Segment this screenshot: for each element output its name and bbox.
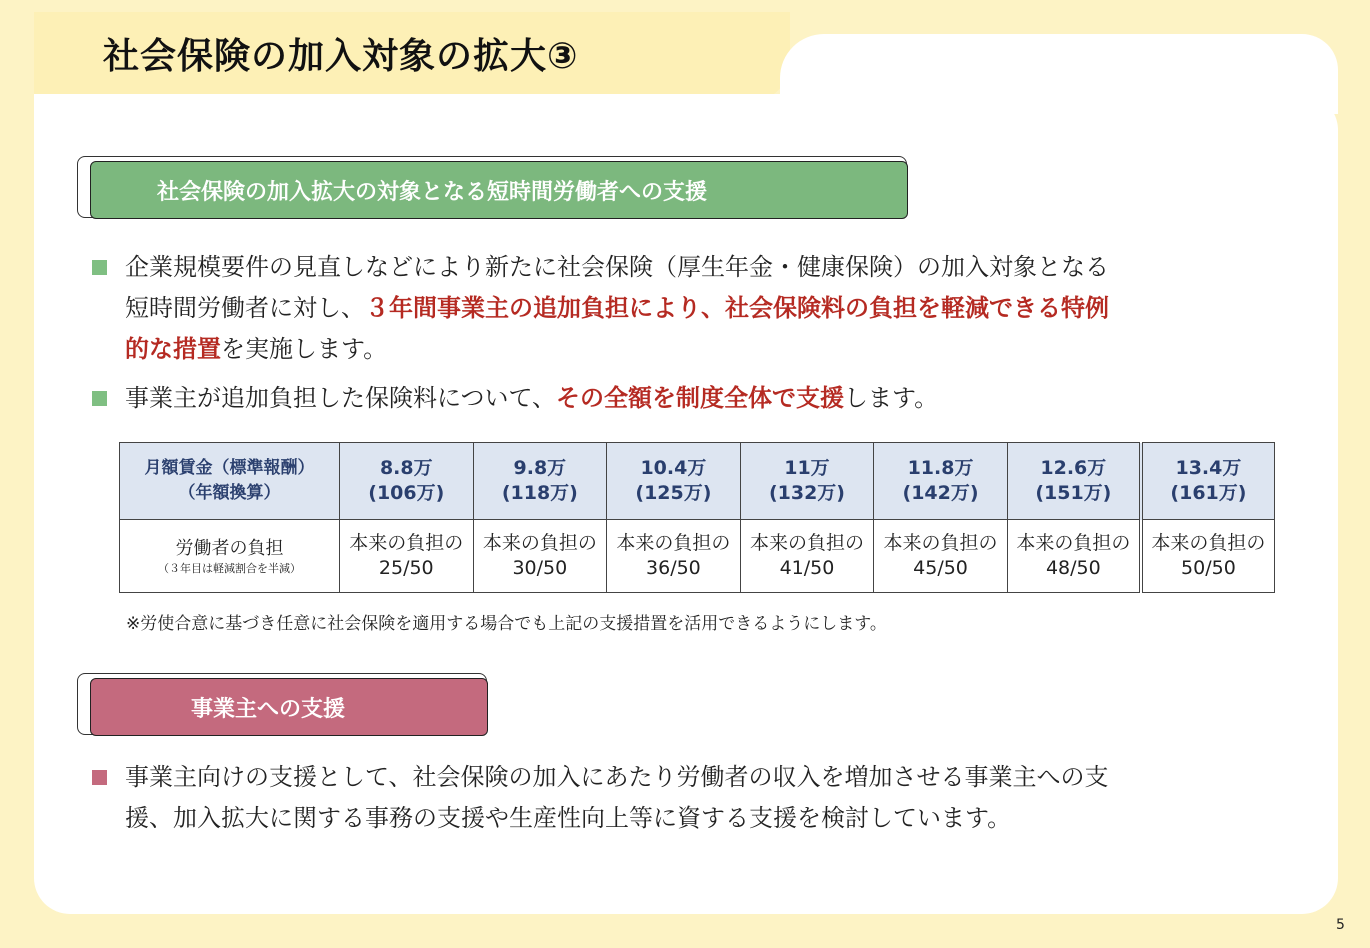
burden-label: 本来の負担の	[349, 532, 464, 554]
monthly-wage: 10.4万	[640, 457, 707, 479]
burden-cell	[1141, 520, 1275, 593]
burden-value: 48/50	[1045, 557, 1101, 579]
bullet-emphasis: 的な措置	[125, 335, 221, 363]
burden-value: 50/50	[1181, 557, 1236, 579]
header-label-line: 月額賃金（標準報酬）	[144, 458, 315, 478]
burden-label: 本来の負担の	[482, 532, 597, 554]
page-number: 5	[1336, 917, 1345, 933]
bullet-emphasis: ３年間事業主の追加負担により、社会保険料の負担を軽減できる特例	[365, 294, 1109, 322]
annual-wage: (106万)	[368, 482, 445, 504]
burden-value: 25/50	[378, 557, 434, 579]
bullet-text: 援、加入拡大に関する事務の支援や生産性向上等に資する支援を検討しています。	[125, 804, 1012, 832]
wage-cell	[740, 443, 874, 520]
annual-wage: (161万)	[1170, 482, 1247, 504]
section-header-employer-support	[77, 673, 487, 735]
wage-cell	[340, 443, 474, 520]
wage-cell	[607, 443, 741, 520]
section-header-label: 社会保険の加入拡大の対象となる短時間労働者への支援	[90, 161, 908, 219]
burden-value: 36/50	[646, 557, 701, 579]
wage-cell	[874, 443, 1008, 520]
burden-cell	[473, 520, 607, 593]
header-label-cell	[120, 443, 340, 520]
monthly-wage: 8.8万	[379, 457, 433, 479]
bullet-emphasis: その全額を制度全体で支援	[556, 384, 845, 412]
bullet-text: 短時間労働者に対し、	[125, 294, 365, 322]
monthly-wage: 13.4万	[1175, 457, 1242, 479]
bullet-square-icon	[92, 260, 107, 275]
row-label-line: 労働者の負担	[175, 537, 284, 559]
burden-label: 本来の負担の	[616, 532, 731, 554]
section-header-label: 事業主への支援	[90, 678, 488, 736]
bullet-text: します。	[844, 384, 939, 412]
bullet-employer-burden	[92, 378, 938, 419]
bullet-text: を実施します。	[221, 335, 388, 363]
burden-table	[119, 442, 1275, 593]
section-header-worker-support	[77, 156, 907, 218]
annual-wage: (125万)	[635, 482, 712, 504]
burden-cell	[340, 520, 474, 593]
page-title: 社会保険の加入対象の拡大③	[103, 36, 579, 77]
burden-cell	[740, 520, 874, 593]
header-label-line: （年額換算）	[178, 483, 281, 503]
burden-value: 41/50	[779, 557, 835, 579]
bullet-employer-support	[92, 757, 1109, 839]
annual-wage: (118万)	[501, 482, 578, 504]
bullet-text: 事業主が追加負担した保険料について、	[125, 384, 557, 412]
monthly-wage: 11万	[784, 457, 830, 479]
table-burden-row	[120, 520, 1275, 593]
burden-label: 本来の負担の	[749, 532, 864, 554]
burden-value: 30/50	[512, 557, 568, 579]
monthly-wage: 11.8万	[907, 457, 974, 479]
burden-cell	[874, 520, 1008, 593]
row-label-cell	[120, 520, 340, 593]
bullet-square-icon	[92, 770, 107, 785]
monthly-wage: 9.8万	[513, 457, 567, 479]
bullet-text: 事業主向けの支援として、社会保険の加入にあたり労働者の収入を増加させる事業主への支	[125, 763, 1109, 791]
burden-label: 本来の負担の	[1151, 532, 1266, 554]
bullet-square-icon	[92, 391, 107, 406]
annual-wage: (132万)	[768, 482, 845, 504]
annual-wage: (142万)	[902, 482, 979, 504]
burden-label: 本来の負担の	[883, 532, 998, 554]
wage-cell	[1141, 443, 1275, 520]
footnote: ※労使合意に基づき任意に社会保険を適用する場合でも上記の支援措置を活用できるようにします。	[126, 614, 887, 634]
burden-cell	[1007, 520, 1141, 593]
wage-cell	[1007, 443, 1141, 520]
wage-cell	[473, 443, 607, 520]
table-header-row	[120, 443, 1275, 520]
row-label-note: （３年目は軽減割合を半減）	[158, 561, 301, 575]
bullet-worker-measure	[92, 247, 1109, 370]
burden-value: 45/50	[913, 557, 968, 579]
burden-cell	[607, 520, 741, 593]
bullet-text: 企業規模要件の見直しなどにより新たに社会保険（厚生年金・健康保険）の加入対象となる	[125, 253, 1109, 281]
burden-label: 本来の負担の	[1016, 532, 1131, 554]
annual-wage: (151万)	[1035, 482, 1112, 504]
monthly-wage: 12.6万	[1040, 457, 1107, 479]
